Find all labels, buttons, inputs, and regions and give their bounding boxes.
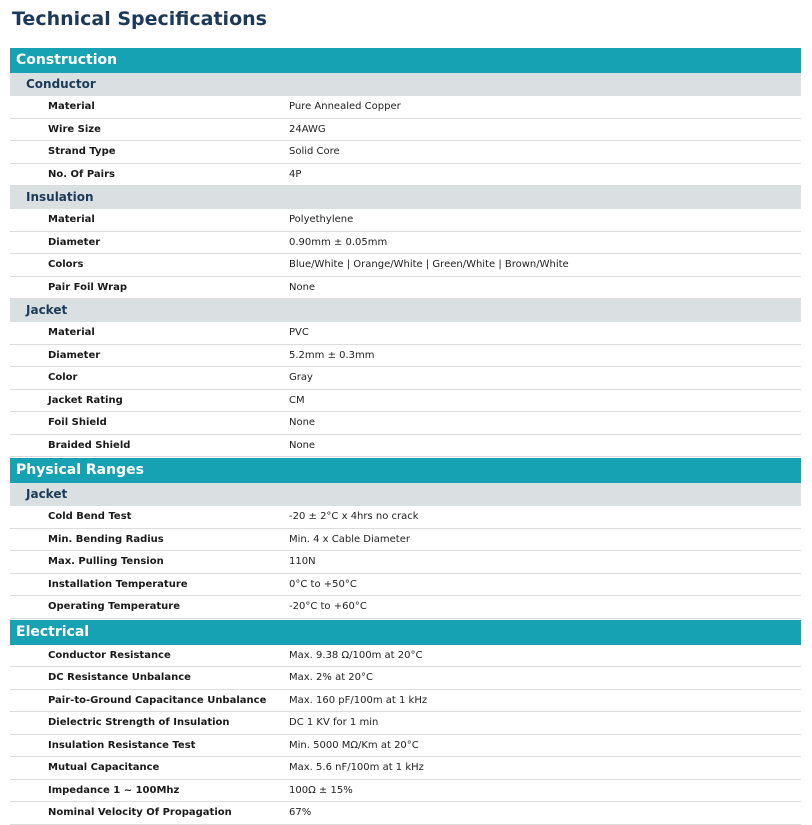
spec-value: Solid Core (289, 146, 340, 157)
spec-label: Pair-to-Ground Capacitance Unbalance (48, 694, 267, 706)
spec-label: Cold Bend Test (48, 511, 132, 522)
subsection-header: Jacket (10, 299, 801, 322)
spec-value: 5.2mm ± 0.3mm (289, 349, 375, 361)
spec-label: Colors (48, 259, 84, 270)
spec-row (10, 712, 801, 735)
spec-label: Max. Pulling Tension (48, 556, 164, 567)
subsection-header: Insulation (10, 186, 801, 209)
spec-row (10, 435, 801, 458)
spec-value: Blue/White | Orange/White | Green/White | Brown/White (289, 259, 569, 270)
spec-value: 100Ω ± 15% (289, 784, 353, 796)
spec-row (10, 322, 801, 345)
spec-row (10, 141, 801, 164)
spec-value: Max. 5.6 nF/100m at 1 kHz (289, 762, 424, 773)
spec-label: Color (48, 372, 78, 383)
spec-value: None (289, 439, 316, 451)
spec-row (10, 367, 801, 390)
spec-row (10, 209, 801, 232)
spec-label: Material (48, 101, 95, 112)
spec-value: 0°C to +50°C (289, 578, 357, 590)
spec-value: 0.90mm ± 0.05mm (289, 236, 388, 248)
spec-value: Min. 4 x Cable Diameter (289, 533, 410, 545)
spec-row (10, 596, 801, 619)
spec-label: No. Of Pairs (48, 168, 115, 180)
spec-value: Max. 2% at 20°C (289, 672, 374, 683)
spec-label: Operating Temperature (48, 601, 181, 612)
subsection-header: Conductor (10, 73, 801, 96)
spec-row (10, 551, 801, 574)
spec-value: -20 ± 2°C x 4hrs no crack (289, 511, 419, 522)
spec-label: Braided Shield (48, 439, 131, 451)
spec-value: Max. 9.38 Ω/100m at 20°C (289, 649, 423, 661)
spec-value: 4P (289, 168, 302, 180)
spec-value: CM (289, 394, 305, 406)
spec-row (10, 645, 801, 668)
spec-label: Wire Size (48, 123, 101, 135)
spec-label: DC Resistance Unbalance (48, 672, 191, 683)
spec-label: Material (48, 327, 95, 338)
spec-row (10, 780, 801, 803)
spec-value: DC 1 KV for 1 min (289, 717, 379, 728)
spec-value: PVC (289, 327, 309, 338)
spec-label: Diameter (48, 236, 101, 248)
spec-value: None (289, 417, 316, 428)
spec-label: Conductor Resistance (48, 649, 171, 661)
spec-value: Max. 160 pF/100m at 1 kHz (289, 694, 428, 706)
spec-label: Dielectric Strength of Insulation (48, 717, 230, 728)
spec-row (10, 529, 801, 552)
section-header: Electrical (10, 619, 801, 645)
spec-label: Material (48, 214, 95, 225)
spec-row (10, 802, 801, 825)
spec-value: 110N (289, 556, 316, 567)
spec-label: Mutual Capacitance (48, 762, 160, 773)
spec-value: Gray (289, 372, 313, 383)
section-header: Construction (10, 47, 801, 73)
spec-row (10, 277, 801, 300)
page-title: Technical Specifications (12, 8, 267, 30)
spec-row (10, 735, 801, 758)
spec-row (10, 412, 801, 435)
spec-label: Jacket Rating (48, 394, 123, 406)
spec-value: Pure Annealed Copper (289, 101, 401, 112)
spec-label: Diameter (48, 349, 101, 361)
spec-label: Nominal Velocity Of Propagation (48, 807, 232, 818)
spec-row (10, 506, 801, 529)
section-header: Physical Ranges (10, 457, 801, 483)
spec-value: Min. 5000 MΩ/Km at 20°C (289, 739, 419, 751)
spec-value: -20°C to +60°C (289, 601, 367, 612)
spec-value: 67% (289, 807, 312, 818)
spec-row (10, 574, 801, 597)
spec-value: None (289, 281, 316, 293)
spec-row (10, 690, 801, 713)
spec-row (10, 757, 801, 780)
spec-row (10, 254, 801, 277)
spec-value: 24AWG (289, 123, 326, 135)
spec-row (10, 119, 801, 142)
spec-label: Strand Type (48, 146, 116, 157)
spec-label: Insulation Resistance Test (48, 739, 196, 751)
spec-row (10, 96, 801, 119)
spec-row (10, 667, 801, 690)
spec-row (10, 345, 801, 368)
spec-row (10, 390, 801, 413)
spec-row (10, 232, 801, 255)
spec-label: Pair Foil Wrap (48, 281, 127, 293)
spec-label: Installation Temperature (48, 578, 188, 590)
spec-row (10, 164, 801, 187)
spec-value: Polyethylene (289, 214, 354, 225)
spec-label: Foil Shield (48, 417, 107, 428)
subsection-header: Jacket (10, 483, 801, 506)
spec-label: Min. Bending Radius (48, 533, 164, 545)
spec-label: Impedance 1 ~ 100Mhz (48, 784, 180, 796)
spec-table (10, 47, 801, 825)
